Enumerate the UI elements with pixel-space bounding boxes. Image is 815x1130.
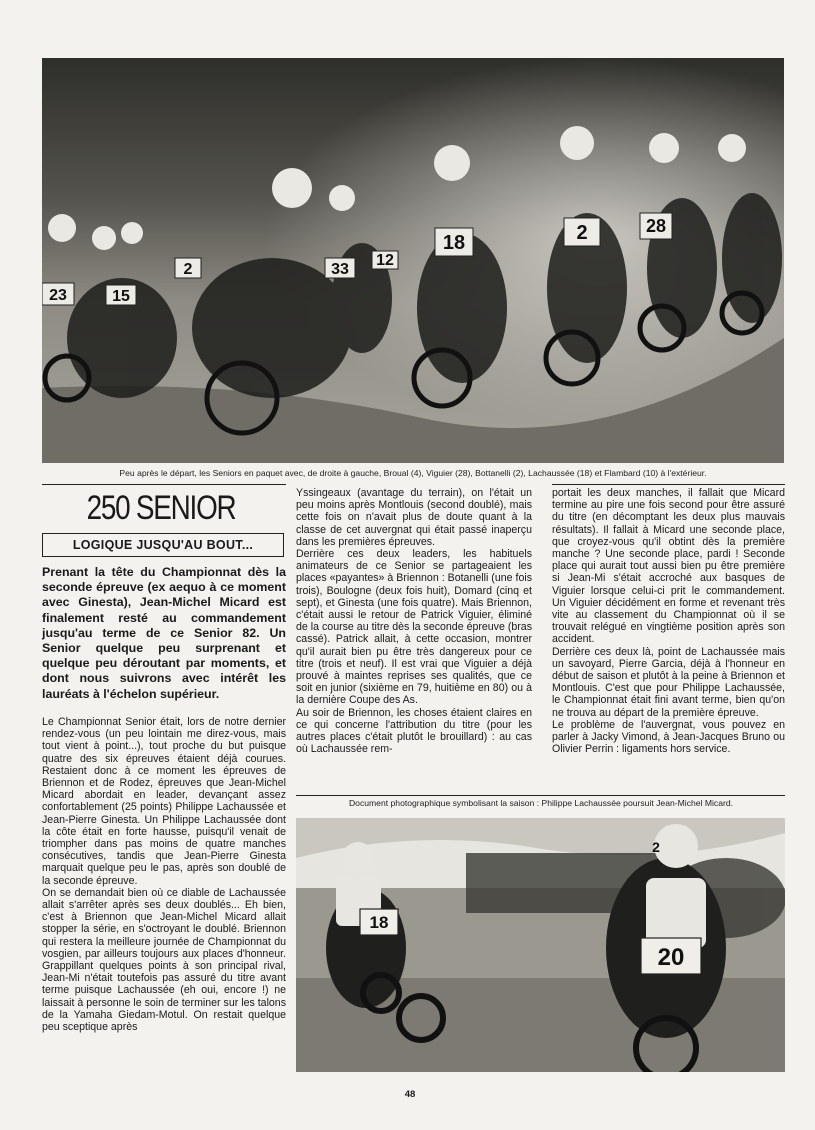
plate-number: 23 — [49, 287, 67, 304]
plate-number: 15 — [112, 288, 130, 305]
paragraph: Yssingeaux (avantage du terrain), on l'était un peu moins après Montlouis (second doublé), mais cette fois on n'avait plus de doute quant à la classe de cet auvergnat qui était passé inaperçu dans les premières épreuves. — [296, 487, 532, 548]
paragraph: Derrière ces deux leaders, les habituels animateurs de ce Senior se partageaient les places «payantes» à Briennon : Botanelli (une fois trois), Boulogne (deux fois huit), Domard (cinq et sept), et Ginesta (une fois quatre). Mais Briennon, c'était aussi le retour de Patrick Viguier, éliminé de la course au titre dès la seconde épreuve (bras cassé). Patrick allait, à cette occasion, montrer qu'il aurait bien pu être très dangereux pour ce titre (trois et neuf). Il est vrai que Viguier a déjà prouvé à maintes reprises ses qualités, que ce soit en junior (sixième en 79, huitième en 80) ou à la dernière Coupe des As. — [296, 548, 532, 707]
page-number: 48 — [404, 1089, 416, 1100]
article-column-1 — [42, 716, 286, 1033]
season-symbol-photo — [296, 818, 785, 1072]
paragraph: Derrière ces deux là, point de Lachaussée mais un savoyard, Pierre Garcia, déjà à l'honneur en début de saison et plutôt à la peine à Briennon et Montlouis. C'est que pour Philippe Lachaussée, le Championnat était fini avant terme, bien qu'on ne trouva au départ de la première épreuve. — [552, 645, 785, 719]
plate-number: 33 — [331, 261, 349, 278]
paragraph: Le problème de l'auvergnat, vous pouvez en parler à Jacky Vimond, à Jean-Jacques Bruno ou Olivier Perrin : ligaments hors service. — [552, 718, 785, 756]
paragraph: On se demandait bien où ce diable de Lachaussée allait s'arrêter après ses deux doublés... Eh bien, c'est à Briennon que Jean-Michel Micard allait stopper la série, en s'octroyant le doublé. Briennon qui restera la meilleure journée de Championnat du vosgien, par ailleurs toujours aux places d'honneur. Grappillant quelques points à son principal rival, Jean-Mi n'était toutefois pas assuré du titre avant terme puisque Lachaussée (eh oui, encore !) ne laissait à personne le soin de terminer sur les talons de la Yamaha Giedam-Motul. On restait quelque peu sceptique après — [42, 886, 286, 1034]
article-column-3 — [552, 487, 785, 755]
plate-number: 28 — [645, 216, 667, 236]
plate-number: 2 — [576, 222, 588, 244]
plate-number: 18 — [442, 232, 466, 254]
article-column-2 — [296, 487, 532, 755]
race-start-photo — [42, 58, 784, 463]
article-subhead: LOGIQUE JUSQU'AU BOUT... — [42, 533, 284, 557]
top-photo-caption: Peu après le départ, les Seniors en paquet avec, de droite à gauche, Broual (4), Viguier (28), Bottanelli (2), Lachaussée (18) et Flambard (10) à l'extérieur. — [119, 468, 707, 478]
column-rule — [42, 484, 286, 485]
plate-number: 12 — [376, 252, 394, 269]
plate-number: 2 — [183, 261, 193, 278]
column-rule — [552, 484, 785, 485]
article-lead: Prenant la tête du Championnat dès la seconde épreuve (ex aequo à ce moment avec Ginesta), Jean-Michel Micard est finalement resté au commandement jusqu'au terme de ce Senior 82. Un Senior quelque peu surprenant et quelque peu déroutant par moments, et dont nous suivrons avec intérêt les lauréats à l'échelon supérieur. — [42, 565, 286, 701]
plate-number: 18 — [369, 913, 389, 932]
bottom-photo-caption: Document photographique symbolisant la saison : Philippe Lachaussée poursuit Jean-Michel Micard. — [348, 798, 734, 808]
plate-number: 20 — [657, 944, 685, 971]
paragraph: Au soir de Briennon, les choses étaient claires en ce qui concerne l'attribution du titre (pour les autres places c'était plutôt le brouillard) : au cas où Lachaussée rem- — [296, 706, 532, 756]
paragraph: portait les deux manches, il fallait que Micard termine au pire une fois second pour être assuré du titre (en décomptant les deux plus mauvais résultats). Il fallait à Micard une seconde place, que croyez-vous qu'il obtint dès la première manche ? Une seconde place, pardi ! Seconde place qui aurait tout aussi bien pu être première si Jean-Mi s'était accroché aux basques de Viguier lorsque celui-ci prit le commandement. Un Viguier décidément en forme et revenant très vite au classement du Championnat où il se trouvait relégué en vingtième position après son accident. — [552, 487, 785, 646]
caption-rule — [296, 795, 785, 796]
article-headline: 250 SENIOR — [86, 489, 236, 527]
paragraph: Le Championnat Senior était, lors de notre dernier rendez-vous (un peu lointain me direz-vous, mais tout vient à point...), tout proche du but puisque quatre des six épreuves étaient déjà courues. Restaient donc à ce moment les épreuves de Briennon et de Rodez, épreuves que Jean-Michel Micard abordait en leader, devançant assez confortablement (25 points) Philippe Lachaussée et Jean-Pierre Ginesta. Un Philippe Lachaussée dont la côte était en forte hausse, puisqu'il venait de triompher dans pas moins de quatre manches consécutives, tandis que Jean-Pierre Ginesta marquait quelque peu le pas, après son doublé de la seconde épreuve. — [42, 716, 286, 887]
helmet-number: 2 — [652, 839, 660, 855]
